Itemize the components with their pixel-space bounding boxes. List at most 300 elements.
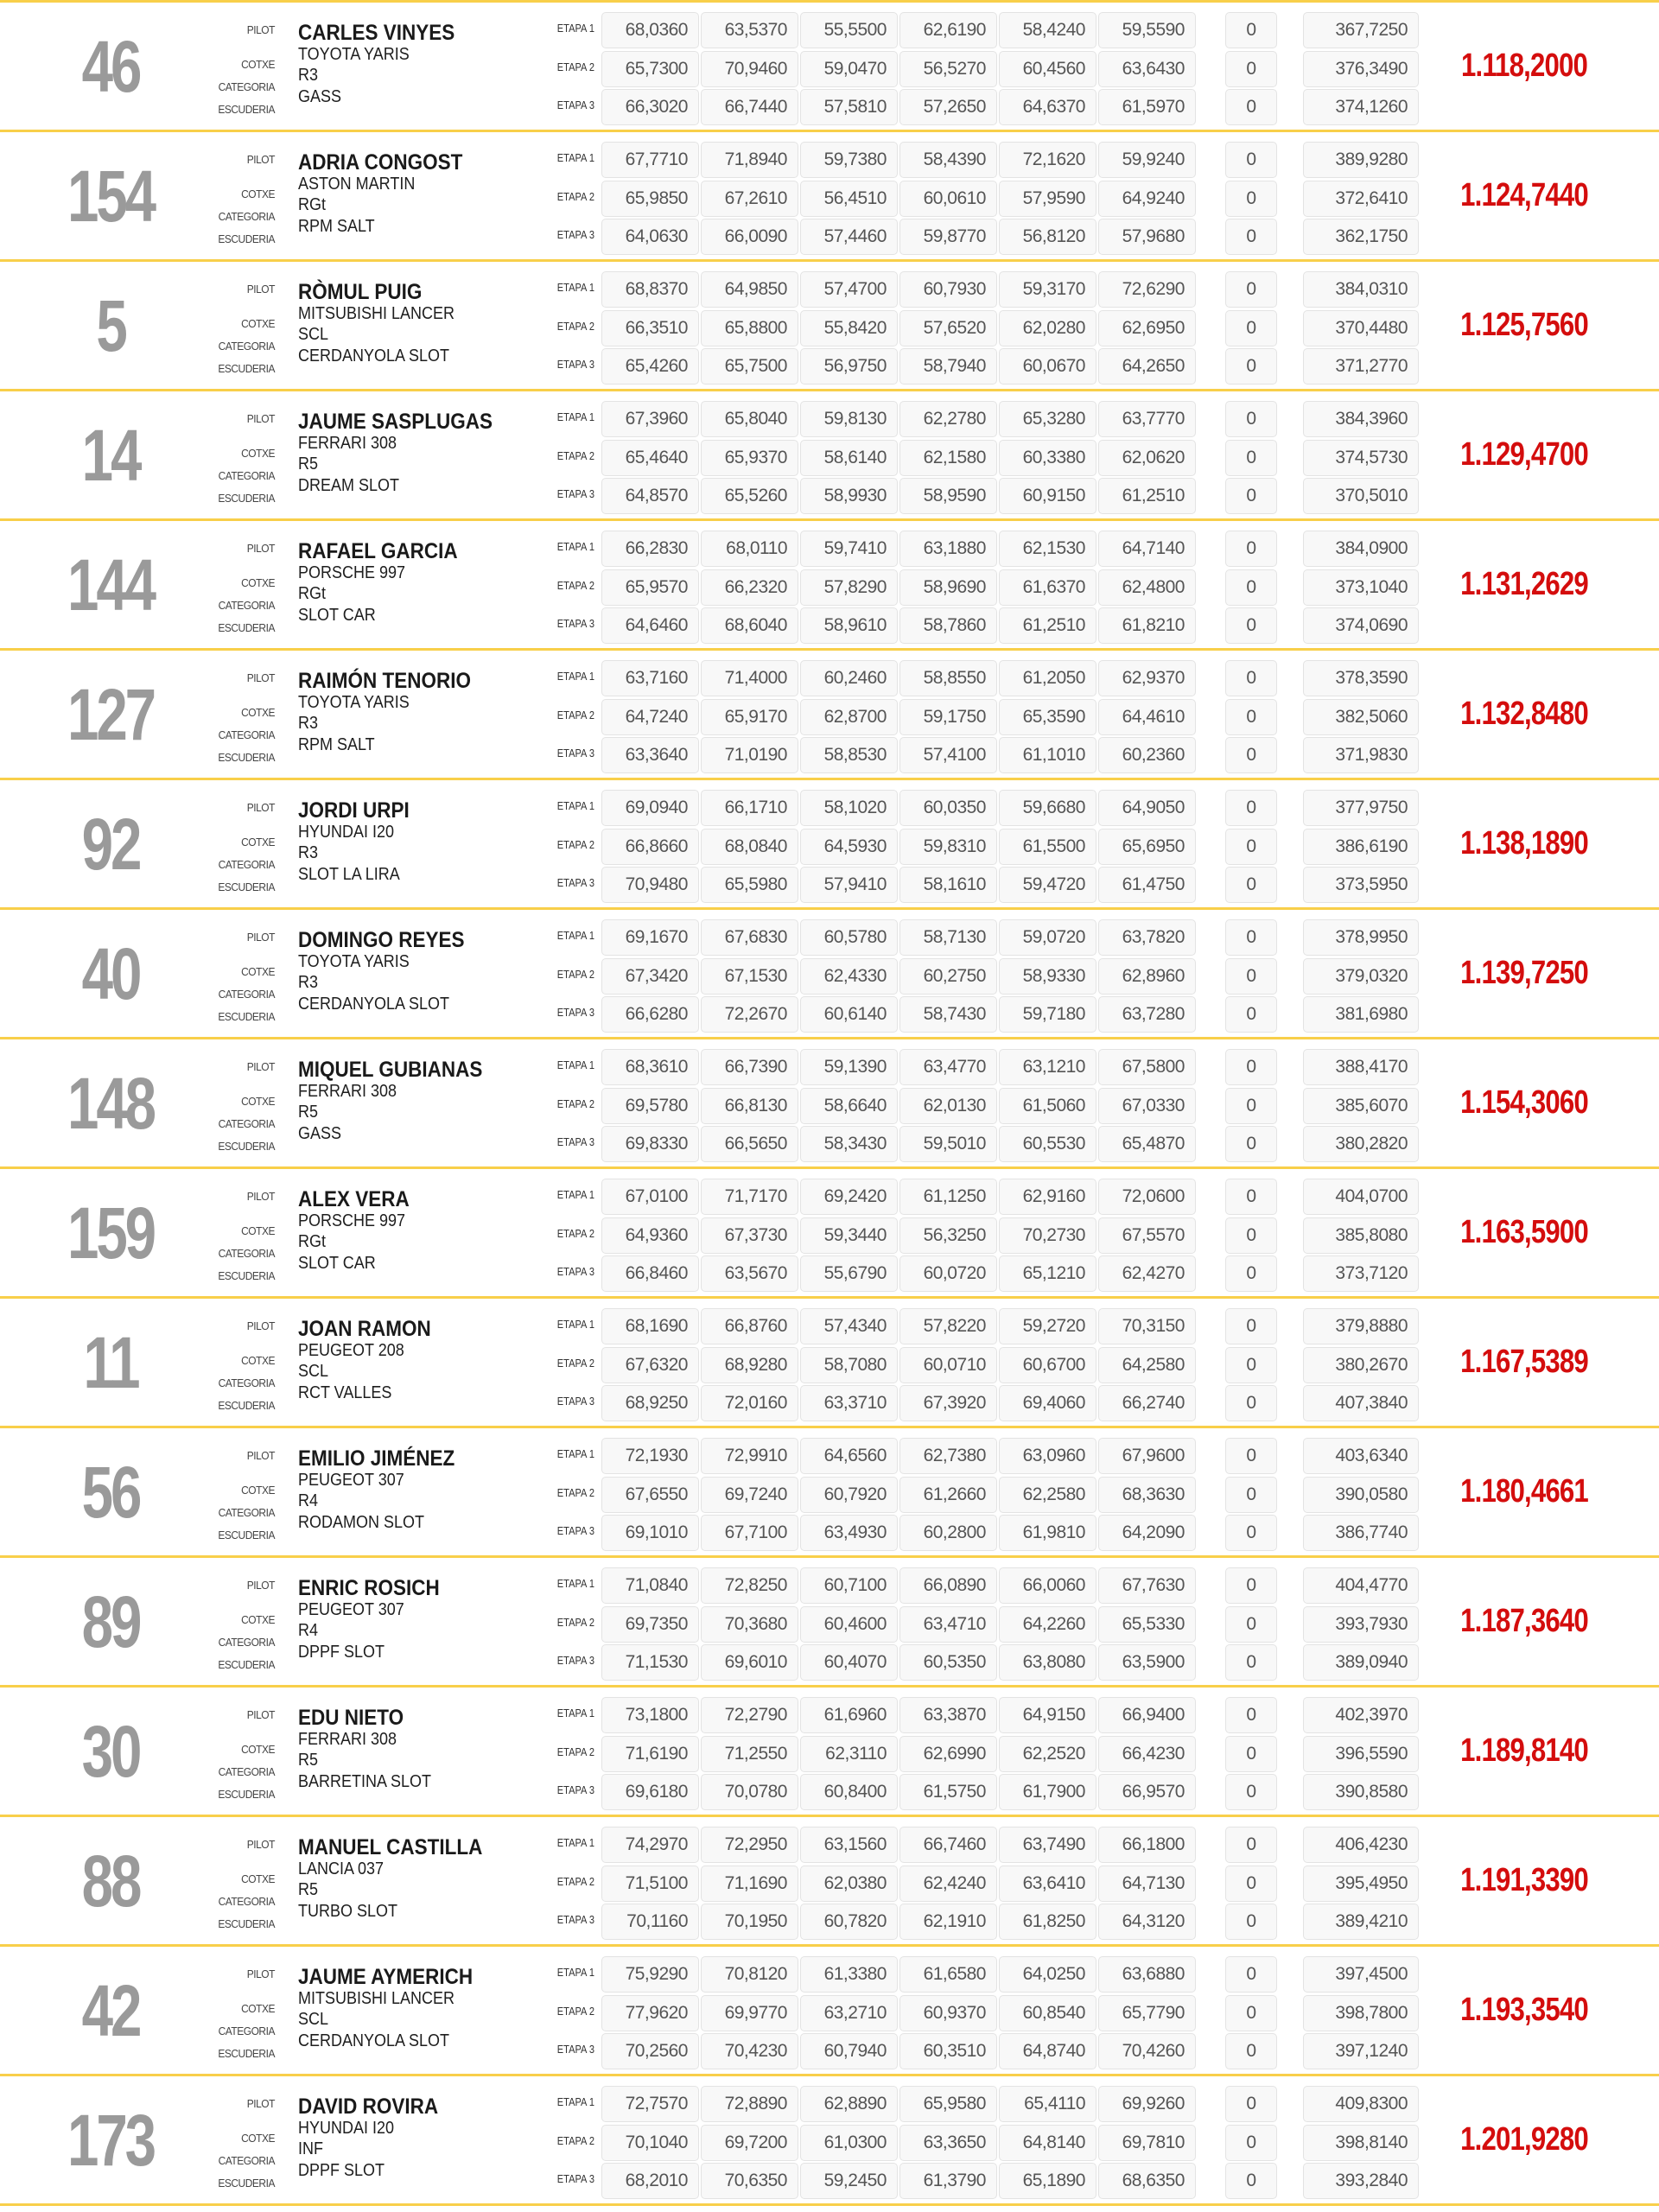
categoria-label: CATEGORIA bbox=[218, 1247, 275, 1260]
lap-time-cell: 71,1690 bbox=[701, 1866, 798, 1902]
lap-time-cell: 62,9370 bbox=[1098, 660, 1196, 696]
lap-time-cell: 61,8210 bbox=[1098, 607, 1196, 644]
lap-time-cell: 63,6410 bbox=[999, 1866, 1096, 1902]
penalty-cell: 0 bbox=[1225, 531, 1277, 567]
stage-label: ETAPA 2 bbox=[556, 2005, 594, 2018]
lap-time-cell: 60,3510 bbox=[899, 2033, 997, 2069]
category: SCL bbox=[298, 2010, 329, 2029]
lap-time-cell: 72,0160 bbox=[701, 1385, 798, 1421]
lap-time-cell: 67,7100 bbox=[701, 1515, 798, 1551]
lap-time-cell: 60,2360 bbox=[1098, 737, 1196, 773]
overall-total: 1.131,2629 bbox=[1460, 566, 1588, 602]
lap-time-cell: 68,3630 bbox=[1098, 1477, 1196, 1513]
lap-time-cell: 72,2790 bbox=[701, 1697, 798, 1733]
lap-time-cell: 72,8250 bbox=[701, 1567, 798, 1604]
team-name: DPPF SLOT bbox=[298, 1643, 385, 1662]
dorsal-number: 127 bbox=[67, 674, 154, 755]
lap-time-cell: 60,6140 bbox=[800, 996, 898, 1033]
lap-time-cell: 64,9360 bbox=[601, 1217, 699, 1254]
pilot-name: CARLES VINYES bbox=[298, 21, 455, 45]
lap-time-cell: 61,4750 bbox=[1098, 867, 1196, 903]
overall-total: 1.124,7440 bbox=[1460, 177, 1588, 213]
lap-time-cell: 67,7630 bbox=[1098, 1567, 1196, 1604]
lap-time-cell: 59,5590 bbox=[1098, 12, 1196, 48]
lap-time-cell: 58,6640 bbox=[800, 1088, 898, 1124]
car-name: PORSCHE 997 bbox=[298, 563, 406, 582]
lap-time-cell: 68,0110 bbox=[701, 531, 798, 567]
escuderia-label: ESCUDERIA bbox=[218, 103, 275, 116]
escuderia-label: ESCUDERIA bbox=[218, 1269, 275, 1282]
lap-time-cell: 63,1210 bbox=[999, 1049, 1096, 1085]
stage-label: ETAPA 3 bbox=[556, 876, 594, 889]
lap-time-cell: 71,7170 bbox=[701, 1179, 798, 1215]
stage-total-cell: 376,3490 bbox=[1303, 51, 1419, 87]
lap-time-cell: 66,0890 bbox=[899, 1567, 997, 1604]
lap-time-cell: 71,0190 bbox=[701, 737, 798, 773]
overall-total: 1.201,9280 bbox=[1460, 2121, 1588, 2158]
lap-time-cell: 61,5060 bbox=[999, 1088, 1096, 1124]
lap-time-cell: 60,5780 bbox=[800, 919, 898, 956]
entry-block bbox=[0, 1685, 1659, 1815]
lap-time-cell: 70,3680 bbox=[701, 1606, 798, 1643]
category: R5 bbox=[298, 1751, 319, 1770]
entry-block bbox=[0, 1166, 1659, 1296]
category: R5 bbox=[298, 1880, 319, 1899]
entry-block bbox=[0, 1296, 1659, 1426]
team-name: GASS bbox=[298, 87, 342, 106]
lap-time-cell: 63,3870 bbox=[899, 1697, 997, 1733]
dorsal-number: 40 bbox=[81, 933, 140, 1014]
lap-time-cell: 56,5270 bbox=[899, 51, 997, 87]
lap-time-cell: 63,7770 bbox=[1098, 401, 1196, 437]
lap-time-cell: 65,5260 bbox=[701, 478, 798, 514]
lap-time-cell: 58,1610 bbox=[899, 867, 997, 903]
dorsal-number: 30 bbox=[81, 1711, 140, 1792]
lap-time-cell: 59,7380 bbox=[800, 142, 898, 178]
lap-time-cell: 59,2450 bbox=[800, 2163, 898, 2199]
lap-time-cell: 67,5800 bbox=[1098, 1049, 1196, 1085]
lap-time-cell: 63,2710 bbox=[800, 1995, 898, 2031]
lap-time-cell: 59,7410 bbox=[800, 531, 898, 567]
stage-total-cell: 398,7800 bbox=[1303, 1995, 1419, 2031]
cotxe-label: COTXE bbox=[241, 2132, 275, 2145]
dorsal-number: 88 bbox=[81, 1840, 140, 1922]
lap-time-cell: 65,8800 bbox=[701, 310, 798, 346]
lap-time-cell: 62,2580 bbox=[999, 1477, 1096, 1513]
lap-time-cell: 60,0350 bbox=[899, 790, 997, 826]
lap-time-cell: 64,8570 bbox=[601, 478, 699, 514]
lap-time-cell: 58,4390 bbox=[899, 142, 997, 178]
lap-time-cell: 58,9930 bbox=[800, 478, 898, 514]
stage-label: ETAPA 3 bbox=[556, 1654, 594, 1667]
pilot-label: PILOT bbox=[246, 1967, 275, 1980]
lap-time-cell: 61,5750 bbox=[899, 1774, 997, 1810]
lap-time-cell: 67,3730 bbox=[701, 1217, 798, 1254]
lap-time-cell: 65,7790 bbox=[1098, 1995, 1196, 2031]
lap-time-cell: 63,5370 bbox=[701, 12, 798, 48]
penalty-cell: 0 bbox=[1225, 12, 1277, 48]
lap-time-cell: 64,7240 bbox=[601, 699, 699, 735]
cotxe-label: COTXE bbox=[241, 447, 275, 460]
lap-time-cell: 70,2560 bbox=[601, 2033, 699, 2069]
lap-time-cell: 57,9590 bbox=[999, 181, 1096, 217]
lap-time-cell: 69,1010 bbox=[601, 1515, 699, 1551]
stage-label: ETAPA 2 bbox=[556, 579, 594, 592]
stage-label: ETAPA 2 bbox=[556, 2134, 594, 2147]
cotxe-label: COTXE bbox=[241, 1613, 275, 1626]
lap-time-cell: 63,4710 bbox=[899, 1606, 997, 1643]
penalty-cell: 0 bbox=[1225, 401, 1277, 437]
lap-time-cell: 75,9290 bbox=[601, 1956, 699, 1993]
lap-time-cell: 57,4340 bbox=[800, 1308, 898, 1344]
team-name: CERDANYOLA SLOT bbox=[298, 2031, 450, 2050]
stage-label: ETAPA 1 bbox=[556, 1836, 594, 1849]
stage-total-cell: 402,3970 bbox=[1303, 1697, 1419, 1733]
lap-time-cell: 69,6010 bbox=[701, 1644, 798, 1681]
lap-time-cell: 70,1040 bbox=[601, 2125, 699, 2161]
escuderia-label: ESCUDERIA bbox=[218, 362, 275, 375]
lap-time-cell: 65,3280 bbox=[999, 401, 1096, 437]
pilot-label: PILOT bbox=[246, 1319, 275, 1332]
lap-time-cell: 58,3430 bbox=[800, 1126, 898, 1162]
categoria-label: CATEGORIA bbox=[218, 340, 275, 353]
car-name: MITSUBISHI LANCER bbox=[298, 304, 455, 323]
pilot-name: JOAN RAMON bbox=[298, 1317, 431, 1341]
stage-label: ETAPA 3 bbox=[556, 358, 594, 371]
lap-time-cell: 70,4260 bbox=[1098, 2033, 1196, 2069]
lap-time-cell: 61,8250 bbox=[999, 1904, 1096, 1940]
penalty-cell: 0 bbox=[1225, 1736, 1277, 1772]
penalty-cell: 0 bbox=[1225, 1697, 1277, 1733]
stage-label: ETAPA 2 bbox=[556, 1097, 594, 1110]
lap-time-cell: 56,3250 bbox=[899, 1217, 997, 1254]
escuderia-label: ESCUDERIA bbox=[218, 1788, 275, 1801]
stage-total-cell: 384,0310 bbox=[1303, 271, 1419, 308]
lap-time-cell: 58,7940 bbox=[899, 348, 997, 385]
lap-time-cell: 69,7810 bbox=[1098, 2125, 1196, 2161]
penalty-cell: 0 bbox=[1225, 1255, 1277, 1292]
lap-time-cell: 65,4110 bbox=[999, 2086, 1096, 2122]
lap-time-cell: 64,7130 bbox=[1098, 1866, 1196, 1902]
lap-time-cell: 60,7100 bbox=[800, 1567, 898, 1604]
lap-time-cell: 55,8420 bbox=[800, 310, 898, 346]
stage-label: ETAPA 1 bbox=[556, 151, 594, 164]
escuderia-label: ESCUDERIA bbox=[218, 1010, 275, 1023]
lap-time-cell: 70,9480 bbox=[601, 867, 699, 903]
penalty-cell: 0 bbox=[1225, 829, 1277, 865]
lap-time-cell: 62,0620 bbox=[1098, 440, 1196, 476]
stage-total-cell: 390,0580 bbox=[1303, 1477, 1419, 1513]
stage-label: ETAPA 2 bbox=[556, 838, 594, 851]
lap-time-cell: 66,2830 bbox=[601, 531, 699, 567]
stage-label: ETAPA 2 bbox=[556, 1486, 594, 1499]
lap-time-cell: 66,6280 bbox=[601, 996, 699, 1033]
dorsal-number: 173 bbox=[67, 2100, 154, 2181]
car-name: HYUNDAI I20 bbox=[298, 2119, 395, 2138]
penalty-cell: 0 bbox=[1225, 1567, 1277, 1604]
lap-time-cell: 62,9160 bbox=[999, 1179, 1096, 1215]
stage-label: ETAPA 1 bbox=[556, 540, 594, 553]
stage-total-cell: 372,6410 bbox=[1303, 181, 1419, 217]
lap-time-cell: 65,6950 bbox=[1098, 829, 1196, 865]
dorsal-number: 5 bbox=[96, 285, 125, 366]
stage-total-cell: 386,7740 bbox=[1303, 1515, 1419, 1551]
lap-time-cell: 57,4100 bbox=[899, 737, 997, 773]
overall-total: 1.163,5900 bbox=[1460, 1214, 1588, 1250]
penalty-cell: 0 bbox=[1225, 348, 1277, 385]
penalty-cell: 0 bbox=[1225, 1606, 1277, 1643]
pilot-label: PILOT bbox=[246, 542, 275, 555]
entry-block bbox=[0, 1815, 1659, 1944]
lap-time-cell: 59,8770 bbox=[899, 219, 997, 255]
lap-time-cell: 58,7860 bbox=[899, 607, 997, 644]
cotxe-label: COTXE bbox=[241, 706, 275, 719]
stage-label: ETAPA 1 bbox=[556, 1577, 594, 1590]
pilot-label: PILOT bbox=[246, 931, 275, 944]
escuderia-label: ESCUDERIA bbox=[218, 1917, 275, 1930]
lap-time-cell: 65,1890 bbox=[999, 2163, 1096, 2199]
pilot-name: JAUME SASPLUGAS bbox=[298, 410, 493, 434]
stage-label: ETAPA 1 bbox=[556, 2095, 594, 2108]
lap-time-cell: 62,6990 bbox=[899, 1736, 997, 1772]
lap-time-cell: 60,0610 bbox=[899, 181, 997, 217]
dorsal-number: 46 bbox=[81, 26, 140, 107]
stage-label: ETAPA 3 bbox=[556, 1265, 594, 1278]
overall-total: 1.191,3390 bbox=[1460, 1862, 1588, 1898]
dorsal-number: 11 bbox=[83, 1322, 138, 1403]
lap-time-cell: 58,9330 bbox=[999, 958, 1096, 995]
penalty-cell: 0 bbox=[1225, 1438, 1277, 1474]
lap-time-cell: 58,9690 bbox=[899, 569, 997, 606]
overall-total: 1.118,2000 bbox=[1460, 48, 1588, 84]
entry-block bbox=[0, 259, 1659, 389]
stage-label: ETAPA 2 bbox=[556, 1357, 594, 1370]
lap-time-cell: 64,9050 bbox=[1098, 790, 1196, 826]
penalty-cell: 0 bbox=[1225, 1995, 1277, 2031]
team-name: TURBO SLOT bbox=[298, 1902, 398, 1921]
lap-time-cell: 70,1950 bbox=[701, 1904, 798, 1940]
lap-time-cell: 60,2460 bbox=[800, 660, 898, 696]
cotxe-label: COTXE bbox=[241, 1095, 275, 1108]
stage-total-cell: 395,4950 bbox=[1303, 1866, 1419, 1902]
stage-label: ETAPA 3 bbox=[556, 99, 594, 111]
lap-time-cell: 56,9750 bbox=[800, 348, 898, 385]
lap-time-cell: 63,4930 bbox=[800, 1515, 898, 1551]
stage-total-cell: 389,9280 bbox=[1303, 142, 1419, 178]
lap-time-cell: 61,5500 bbox=[999, 829, 1096, 865]
stage-total-cell: 389,4210 bbox=[1303, 1904, 1419, 1940]
stage-label: ETAPA 2 bbox=[556, 1227, 594, 1240]
category: SCL bbox=[298, 1362, 329, 1381]
lap-time-cell: 61,2050 bbox=[999, 660, 1096, 696]
lap-time-cell: 63,5900 bbox=[1098, 1644, 1196, 1681]
lap-time-cell: 62,2780 bbox=[899, 401, 997, 437]
category: RGt bbox=[298, 195, 327, 214]
lap-time-cell: 62,6950 bbox=[1098, 310, 1196, 346]
stage-label: ETAPA 1 bbox=[556, 1447, 594, 1460]
stage-total-cell: 388,4170 bbox=[1303, 1049, 1419, 1085]
lap-time-cell: 60,0710 bbox=[899, 1347, 997, 1383]
pilot-label: PILOT bbox=[246, 1190, 275, 1203]
lap-time-cell: 61,6370 bbox=[999, 569, 1096, 606]
categoria-label: CATEGORIA bbox=[218, 858, 275, 871]
lap-time-cell: 61,2660 bbox=[899, 1477, 997, 1513]
stage-total-cell: 382,5060 bbox=[1303, 699, 1419, 735]
lap-time-cell: 57,8220 bbox=[899, 1308, 997, 1344]
dorsal-number: 144 bbox=[67, 544, 154, 626]
lap-time-cell: 60,4070 bbox=[800, 1644, 898, 1681]
categoria-label: CATEGORIA bbox=[218, 599, 275, 612]
penalty-cell: 0 bbox=[1225, 181, 1277, 217]
lap-time-cell: 59,2720 bbox=[999, 1308, 1096, 1344]
stage-label: ETAPA 2 bbox=[556, 1616, 594, 1629]
lap-time-cell: 63,1560 bbox=[800, 1827, 898, 1863]
lap-time-cell: 68,6350 bbox=[1098, 2163, 1196, 2199]
cotxe-label: COTXE bbox=[241, 1743, 275, 1756]
lap-time-cell: 77,9620 bbox=[601, 1995, 699, 2031]
penalty-cell: 0 bbox=[1225, 2125, 1277, 2161]
lap-time-cell: 63,0960 bbox=[999, 1438, 1096, 1474]
lap-time-cell: 68,3610 bbox=[601, 1049, 699, 1085]
penalty-cell: 0 bbox=[1225, 1217, 1277, 1254]
penalty-cell: 0 bbox=[1225, 1385, 1277, 1421]
lap-time-cell: 62,0130 bbox=[899, 1088, 997, 1124]
car-name: PEUGEOT 307 bbox=[298, 1471, 404, 1490]
lap-time-cell: 72,9910 bbox=[701, 1438, 798, 1474]
category: SCL bbox=[298, 325, 329, 344]
entry-block bbox=[0, 130, 1659, 259]
pilot-name: ADRIA CONGOST bbox=[298, 150, 463, 175]
pilot-name: RAIMÓN TENORIO bbox=[298, 669, 471, 693]
lap-time-cell: 68,0840 bbox=[701, 829, 798, 865]
pilot-name: EDU NIETO bbox=[298, 1706, 404, 1730]
stage-total-cell: 398,8140 bbox=[1303, 2125, 1419, 2161]
stage-label: ETAPA 3 bbox=[556, 1913, 594, 1926]
penalty-cell: 0 bbox=[1225, 958, 1277, 995]
cotxe-label: COTXE bbox=[241, 2002, 275, 2015]
category: R3 bbox=[298, 714, 319, 733]
lap-time-cell: 66,1800 bbox=[1098, 1827, 1196, 1863]
escuderia-label: ESCUDERIA bbox=[218, 1658, 275, 1671]
pilot-label: PILOT bbox=[246, 2097, 275, 2110]
overall-total: 1.187,3640 bbox=[1460, 1603, 1588, 1639]
lap-time-cell: 61,1250 bbox=[899, 1179, 997, 1215]
lap-time-cell: 63,7490 bbox=[999, 1827, 1096, 1863]
penalty-cell: 0 bbox=[1225, 1179, 1277, 1215]
lap-time-cell: 62,8700 bbox=[800, 699, 898, 735]
pilot-name: RÒMUL PUIG bbox=[298, 280, 423, 304]
lap-time-cell: 57,6520 bbox=[899, 310, 997, 346]
lap-time-cell: 67,2610 bbox=[701, 181, 798, 217]
lap-time-cell: 65,7300 bbox=[601, 51, 699, 87]
stage-total-cell: 380,2820 bbox=[1303, 1126, 1419, 1162]
lap-time-cell: 64,2580 bbox=[1098, 1347, 1196, 1383]
entry-block bbox=[0, 389, 1659, 518]
team-name: RODAMON SLOT bbox=[298, 1513, 425, 1532]
lap-time-cell: 60,2750 bbox=[899, 958, 997, 995]
stage-total-cell: 371,9830 bbox=[1303, 737, 1419, 773]
stage-total-cell: 374,5730 bbox=[1303, 440, 1419, 476]
lap-time-cell: 71,8940 bbox=[701, 142, 798, 178]
lap-time-cell: 57,9680 bbox=[1098, 219, 1196, 255]
penalty-cell: 0 bbox=[1225, 1308, 1277, 1344]
categoria-label: CATEGORIA bbox=[218, 80, 275, 93]
entry-block bbox=[0, 648, 1659, 778]
lap-time-cell: 60,0720 bbox=[899, 1255, 997, 1292]
stage-total-cell: 370,5010 bbox=[1303, 478, 1419, 514]
team-name: DPPF SLOT bbox=[298, 2161, 385, 2180]
entry-block bbox=[0, 518, 1659, 648]
pilot-label: PILOT bbox=[246, 153, 275, 166]
penalty-cell: 0 bbox=[1225, 440, 1277, 476]
lap-time-cell: 62,0280 bbox=[999, 310, 1096, 346]
overall-total: 1.193,3540 bbox=[1460, 1992, 1588, 2028]
category: R4 bbox=[298, 1491, 319, 1510]
lap-time-cell: 65,5330 bbox=[1098, 1606, 1196, 1643]
lap-time-cell: 62,4270 bbox=[1098, 1255, 1196, 1292]
stage-label: ETAPA 1 bbox=[556, 22, 594, 35]
categoria-label: CATEGORIA bbox=[218, 2024, 275, 2037]
stage-label: ETAPA 2 bbox=[556, 968, 594, 981]
stage-total-cell: 386,6190 bbox=[1303, 829, 1419, 865]
car-name: TOYOTA YARIS bbox=[298, 952, 410, 971]
stage-total-cell: 407,3840 bbox=[1303, 1385, 1419, 1421]
category: R4 bbox=[298, 1621, 319, 1640]
lap-time-cell: 65,4870 bbox=[1098, 1126, 1196, 1162]
lap-time-cell: 72,8890 bbox=[701, 2086, 798, 2122]
lap-time-cell: 64,2260 bbox=[999, 1606, 1096, 1643]
stage-label: ETAPA 1 bbox=[556, 1966, 594, 1979]
lap-time-cell: 57,9410 bbox=[800, 867, 898, 903]
lap-time-cell: 60,7920 bbox=[800, 1477, 898, 1513]
stage-total-cell: 380,2670 bbox=[1303, 1347, 1419, 1383]
category: R3 bbox=[298, 973, 319, 992]
dorsal-number: 159 bbox=[67, 1192, 154, 1274]
pilot-label: PILOT bbox=[246, 1838, 275, 1851]
lap-time-cell: 63,8080 bbox=[999, 1644, 1096, 1681]
lap-time-cell: 64,8140 bbox=[999, 2125, 1096, 2161]
lap-time-cell: 66,7440 bbox=[701, 89, 798, 125]
stage-total-cell: 404,4770 bbox=[1303, 1567, 1419, 1604]
pilot-name: DOMINGO REYES bbox=[298, 928, 465, 952]
lap-time-cell: 62,7380 bbox=[899, 1438, 997, 1474]
penalty-cell: 0 bbox=[1225, 1049, 1277, 1085]
lap-time-cell: 60,5350 bbox=[899, 1644, 997, 1681]
lap-time-cell: 64,0630 bbox=[601, 219, 699, 255]
entry-block-partial bbox=[0, 2203, 1659, 2212]
pilot-label: PILOT bbox=[246, 1060, 275, 1073]
overall-total: 1.180,4661 bbox=[1460, 1473, 1588, 1510]
team-name: SLOT CAR bbox=[298, 606, 376, 625]
stage-total-cell: 374,1260 bbox=[1303, 89, 1419, 125]
lap-time-cell: 58,8550 bbox=[899, 660, 997, 696]
team-name: GASS bbox=[298, 1124, 342, 1143]
lap-time-cell: 70,8120 bbox=[701, 1956, 798, 1993]
categoria-label: CATEGORIA bbox=[218, 1376, 275, 1389]
penalty-cell: 0 bbox=[1225, 699, 1277, 735]
lap-time-cell: 55,5500 bbox=[800, 12, 898, 48]
escuderia-label: ESCUDERIA bbox=[218, 880, 275, 893]
pilot-name: JORDI URPI bbox=[298, 798, 410, 823]
lap-time-cell: 64,6370 bbox=[999, 89, 1096, 125]
pilot-label: PILOT bbox=[246, 412, 275, 425]
categoria-label: CATEGORIA bbox=[218, 1895, 275, 1908]
cotxe-label: COTXE bbox=[241, 1484, 275, 1497]
penalty-cell: 0 bbox=[1225, 569, 1277, 606]
penalty-cell: 0 bbox=[1225, 2163, 1277, 2199]
lap-time-cell: 58,7080 bbox=[800, 1347, 898, 1383]
lap-time-cell: 62,1580 bbox=[899, 440, 997, 476]
